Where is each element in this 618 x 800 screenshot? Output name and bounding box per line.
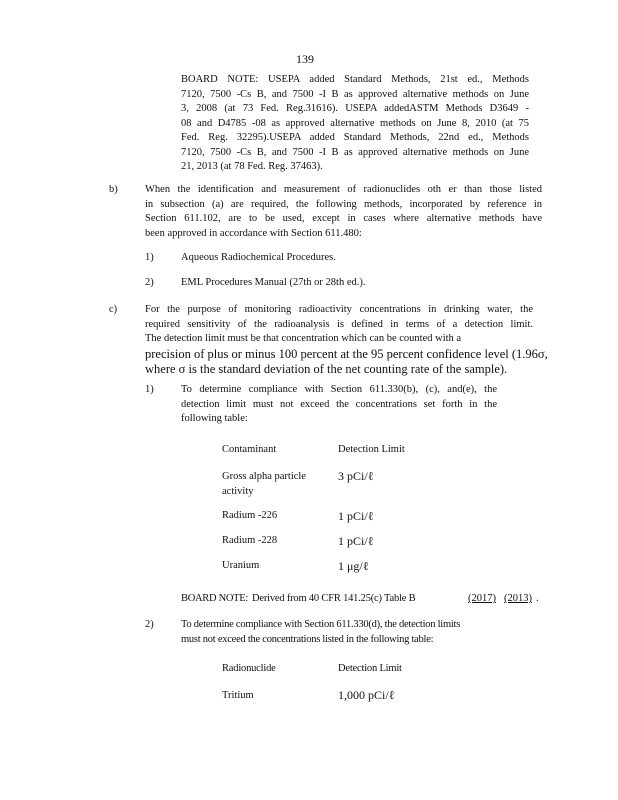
- page-number: 139: [296, 52, 314, 66]
- section-c-item-2-line: must not exceed the concentrations listed in the following table:: [181, 633, 434, 645]
- table-2-cell: 1,000 pCi/ℓ: [338, 688, 395, 702]
- board-note-1-line: 7120, 7500 -Cs B, and 7500 -I B as approved alternative methods on June: [181, 88, 529, 100]
- board-note-2-end: .: [536, 593, 539, 604]
- table-1-cell: 1 pCi/ℓ: [338, 534, 374, 548]
- board-note-2-old-year: (2017): [468, 593, 496, 604]
- table-1-header-contaminant: Contaminant: [222, 444, 277, 455]
- board-note-1-line: Fed. Reg. 32295).USEPA added Standard Methods, 22nd ed., Methods: [181, 132, 529, 143]
- table-1-cell: Gross alpha particle: [222, 471, 306, 482]
- section-c-item-2-marker: 2): [145, 619, 154, 630]
- board-note-2-new-year: (2013): [504, 593, 532, 604]
- section-b-line: When the identification and measurement of radionuclides oth er than those listed: [145, 184, 542, 195]
- board-note-2-label: BOARD NOTE:: [181, 593, 248, 604]
- table-1-cell: Radium -228: [222, 535, 278, 546]
- section-c-line: required sensitivity of the radioanalysis is defined in terms of a detection limit.: [145, 318, 533, 330]
- section-b-item-1-marker: 1): [145, 252, 154, 263]
- table-1-cell: 1 μg/ℓ: [338, 559, 369, 573]
- section-b-item-2-text: EML Procedures Manual (27th or 28th ed.).: [181, 277, 366, 288]
- table-1-header-detection-limit: Detection Limit: [338, 444, 405, 455]
- section-c-item-2-text: [181, 618, 460, 647]
- section-b-text: [145, 183, 542, 241]
- section-b-item-2-marker: 2): [145, 277, 154, 288]
- board-note-2-text: Derived from 40 CFR 141.25(c) Table B: [252, 593, 416, 604]
- board-note-1: [181, 73, 529, 175]
- section-c-item-1-line: detection limit must not exceed the concentrations set forth in the: [181, 398, 497, 410]
- section-b-marker: b): [109, 184, 118, 195]
- table-2-cell: Tritium: [222, 690, 254, 701]
- table-2-header-radionuclide: Radionuclide: [222, 663, 276, 674]
- section-c-line-large: precision of plus or minus 100 percent at the 95 percent confidence level (1.96σ,: [145, 346, 548, 361]
- section-c-line: For the purpose of monitoring radioactivity concentrations in drinking water, the: [145, 304, 533, 315]
- table-2-header-detection-limit: Detection Limit: [338, 663, 402, 674]
- section-c-item-1-line: following table:: [181, 413, 248, 424]
- table-1-cell: 3 pCi/ℓ: [338, 469, 374, 483]
- board-note-1-line: 08 and D4785 -08 as approved alternative methods on June 8, 2010 (at 75: [181, 117, 529, 129]
- section-b-item-1-text: Aqueous Radiochemical Procedures.: [181, 252, 336, 263]
- section-c-item-1-text: [181, 383, 497, 427]
- section-c-line: The detection limit must be that concentration which can be counted with a: [145, 333, 462, 344]
- section-b-line: Section 611.102, are to be used, except in cases where alternative methods have: [145, 213, 542, 224]
- section-c-marker: c): [109, 304, 118, 315]
- board-note-1-line: 7120, 7500 -Cs B, and 7500 -I B as approved alternative methods on June: [181, 146, 529, 158]
- section-c-line-large: where σ is the standard deviation of the net counting rate of the sample).: [145, 362, 508, 376]
- table-1-cell: activity: [222, 485, 254, 497]
- section-b-line: been approved in accordance with Section 611.480:: [145, 227, 362, 239]
- section-c-item-2-line: To determine compliance with Section 611.330(d), the detection limits: [181, 619, 461, 630]
- section-c-item-1-line: To determine compliance with Section 611.330(b), (c), and(e), the: [181, 384, 497, 395]
- table-1-cell: Uranium: [222, 560, 260, 571]
- board-note-1-line: BOARD NOTE: USEPA added Standard Methods, 21st ed., Methods: [181, 74, 529, 85]
- section-b-line: in subsection (a) are required, the following methods, incorporated by reference in: [145, 198, 542, 210]
- board-note-1-line: 3, 2008 (at 73 Fed. Reg.31616). USEPA addedASTM Methods D3649 -: [181, 103, 529, 114]
- board-note-1-line: 21, 2013 (at 78 Fed. Reg. 37463).: [181, 161, 323, 172]
- table-1-cell: 1 pCi/ℓ: [338, 509, 374, 523]
- table-1-cell: Radium -226: [222, 510, 278, 521]
- section-c-item-1-marker: 1): [145, 384, 154, 395]
- section-c-text: [145, 303, 548, 378]
- table-1-row-contaminant: [222, 470, 306, 499]
